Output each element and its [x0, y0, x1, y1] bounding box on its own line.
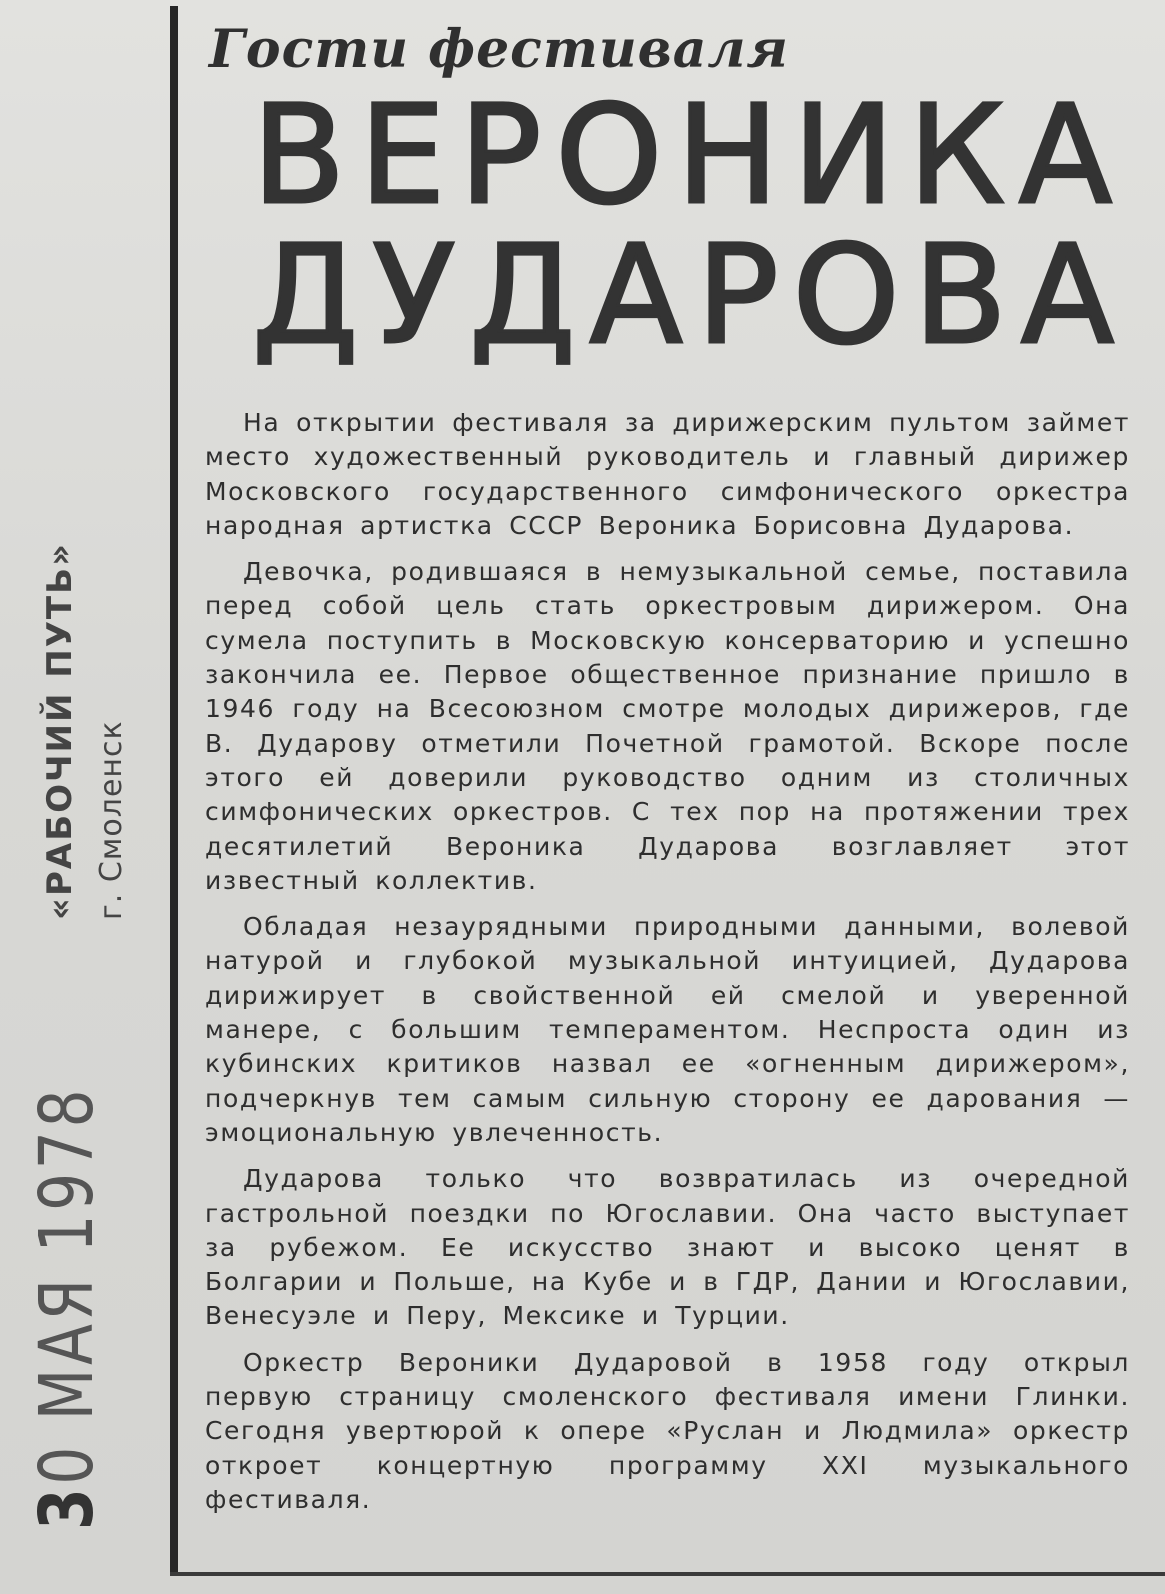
- paragraph: Девочка, родившаяся в немузыкальной семье, поставила перед собой цель стать оркестровым дирижером. Она сумела поступить в Московскую консерваторию и успешно закончила ее. Первое общественное признание пришло в 1946 году на Всесоюзном смотре молодых дирижеров, где В. Дударову отметили Почетной грамотой. Вскоре после этого ей доверили руководство одним из столичных симфонических оркестров. С тех пор на протяжении трех десятилетий Вероника Дударова возглавляет этот известный коллектив.: [205, 557, 1130, 895]
- article-body: [205, 406, 1130, 1517]
- stamp-date-rest: 0 МАЯ 1978: [24, 1085, 110, 1485]
- article: [205, 10, 1130, 1517]
- stamp-city: г. Смоленск: [94, 720, 129, 920]
- rubric: Гости фестиваля: [209, 19, 789, 80]
- headline-line-1: ВЕРОНИКА: [252, 77, 1126, 235]
- paragraph: Обладая незаурядными природными данными, волевой натурой и глубокой музыкальной интуицией, Дударова дирижирует в свойственной ей смелой и уверенной манере, с большим темпераментом. Неспроста один из кубинских критиков назвал ее «огненным дирижером», подчеркнув тем самым сильную сторону ее дарования — эмоциональную увлеченность.: [205, 912, 1130, 1147]
- paragraph: На открытии фестиваля за дирижерским пультом займет место художественный руководитель и главный дирижер Московского государственного симфонического оркестра народная артистка СССР Вероника Борисовна Дударова.: [205, 408, 1130, 540]
- paragraph: Дударова только что возвратилась из очередной гастрольной поездки по Югославии. Она часто выступает за рубежом. Ее искусство знают и высоко ценят в Болгарии и Польше, на Кубе и в ГДР, Дании и Югославии, Венесуэле и Перу, Мексике и Турции.: [205, 1164, 1130, 1331]
- headline-line-2: ДУДАРОВА: [252, 217, 1128, 375]
- paragraph: Оркестр Вероники Дударовой в 1958 году открыл первую страницу смоленского фестиваля имени Глинки. Сегодня увертюрой к опере «Руслан и Людмила» оркестр откроет концертную программу XXI музыкального фестиваля.: [205, 1347, 1130, 1514]
- headline: [205, 77, 1130, 375]
- stamp-newspaper-name: «РАБОЧИЙ ПУТЬ»: [40, 542, 80, 920]
- archive-stamp: [2, 350, 162, 1530]
- bottom-rule: [170, 1572, 1165, 1576]
- column-rule: [170, 6, 178, 1576]
- stamp-date: [24, 1086, 110, 1530]
- stamp-date-first-digit: 3: [24, 1484, 110, 1530]
